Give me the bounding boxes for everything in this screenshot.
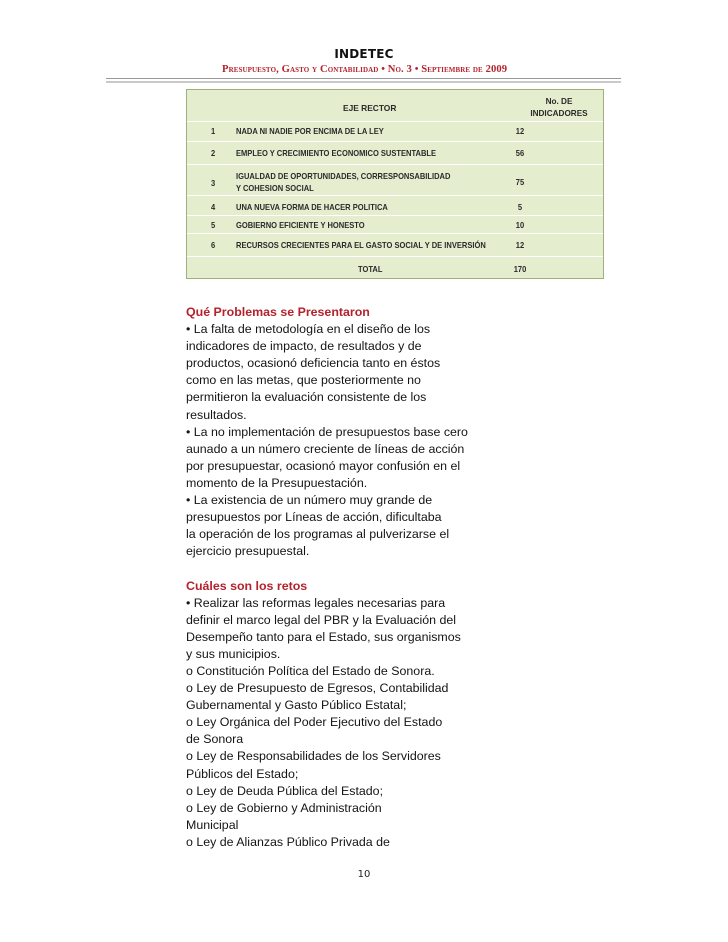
row-eje-text: NADA NI NADIE POR ENCIMA DE LA LEY (236, 126, 384, 136)
row-eje-text: UNA NUEVA FORMA DE HACER POLITICA (236, 202, 388, 212)
row-number: 3 (211, 178, 216, 188)
table-divider (187, 256, 603, 257)
text-line: de Sonora (186, 732, 244, 747)
text-line: Desempeño tanto para el Estado, sus organismos (186, 629, 461, 644)
text-line: permitieron la evaluación consistente de los (186, 390, 427, 405)
row-number: 4 (211, 202, 216, 212)
total-value: 170 (513, 264, 527, 274)
header-divider (106, 78, 621, 79)
table-divider (187, 164, 603, 165)
text-line: o Ley de Presupuesto de Egresos, Contabilidad (186, 681, 449, 696)
text-line: o Constitución Política del Estado de Sonora. (186, 663, 435, 678)
text-line: Gubernamental y Gasto Público Estatal; (186, 698, 407, 713)
row-value: 12 (515, 240, 525, 250)
text-line: o Ley de Deuda Pública del Estado; (186, 783, 384, 798)
text-line: • La existencia de un número muy grande de (186, 493, 433, 508)
table-divider (187, 121, 603, 122)
section-retos-body (186, 595, 506, 851)
text-line: Públicos del Estado; (186, 766, 299, 781)
row-value: 10 (515, 220, 525, 230)
row-eje-text: EMPLEO Y CRECIMIENTO ECONOMICO SUSTENTABLE (236, 148, 437, 158)
text-line: o Ley de Alianzas Público Privada de (186, 834, 390, 849)
text-line: aunado a un número creciente de líneas de acción (186, 441, 465, 456)
row-number: 2 (211, 148, 216, 158)
text-line: • Realizar las reformas legales necesarias para (186, 595, 446, 610)
row-eje-text: IGUALDAD DE OPORTUNIDADES, CORRESPONSABILIDAD (236, 171, 451, 181)
text-line: la operación de los programas al pulverizarse el (186, 527, 450, 542)
table-divider (187, 141, 603, 142)
header-org: INDETEC (334, 47, 394, 61)
text-line: resultados. (186, 407, 247, 422)
body-text (186, 304, 506, 851)
header-subtitle: Presupuesto, Gasto y Contabilidad • No. 3 • Septiembre de 2009 (222, 64, 508, 75)
text-line: o Ley de Responsabilidades de los Servidores (186, 749, 441, 764)
table-divider (187, 215, 603, 216)
text-line: indicadores de impacto, de resultados y de (186, 339, 422, 354)
row-number: 6 (211, 240, 216, 250)
text-line: por presupuestar, ocasionó mayor confusión en el (186, 458, 461, 473)
row-number: 5 (211, 220, 216, 230)
section-title-problemas: Qué Problemas se Presentaron (186, 305, 370, 319)
row-eje-text: Y COHESION SOCIAL (236, 183, 314, 193)
text-line: como en las metas, que posteriormente no (186, 373, 421, 388)
row-value: 56 (515, 148, 525, 158)
text-line: • La no implementación de presupuestos base cero (186, 424, 468, 439)
row-eje-text: GOBIERNO EFICIENTE Y HONESTO (236, 220, 365, 230)
text-line: definir el marco legal del PBR y la Evaluación del (186, 612, 456, 627)
text-line: y sus municipios. (186, 646, 281, 661)
column-header-line: INDICADORES (530, 109, 588, 118)
column-header-line: No. DE (545, 97, 573, 106)
table-divider (187, 195, 603, 196)
row-value: 5 (517, 202, 523, 212)
text-line: momento de la Presupuestación. (186, 475, 368, 490)
header-divider-thick (106, 81, 621, 83)
column-header-eje: EJE RECTOR (343, 103, 397, 113)
section-problemas-body (186, 321, 506, 560)
column-header-indicadores (519, 96, 599, 120)
paragraph-gap (186, 560, 506, 577)
row-value: 75 (515, 177, 525, 187)
row-eje-text: RECURSOS CRECIENTES PARA EL GASTO SOCIAL Y DE INVERSIÓN (236, 240, 486, 250)
text-line: ejercicio presupuestal. (186, 544, 310, 559)
indicators-table (186, 89, 604, 279)
row-number: 1 (211, 126, 216, 136)
text-line: Municipal (186, 817, 239, 832)
text-line: productos, ocasionó deficiencia tanto en éstos (186, 356, 441, 371)
row-value: 12 (515, 126, 525, 136)
table-divider (187, 233, 603, 234)
text-line: o Ley Orgánica del Poder Ejecutivo del Estado (186, 715, 443, 730)
text-line: presupuestos por Líneas de acción, dificultaba (186, 510, 442, 525)
text-line: • La falta de metodología en el diseño de los (186, 322, 431, 337)
text-line: o Ley de Gobierno y Administración (186, 800, 382, 815)
section-title-retos: Cuáles son los retos (186, 578, 308, 593)
total-label: TOTAL (358, 264, 383, 274)
page-number: 10 (357, 869, 371, 880)
